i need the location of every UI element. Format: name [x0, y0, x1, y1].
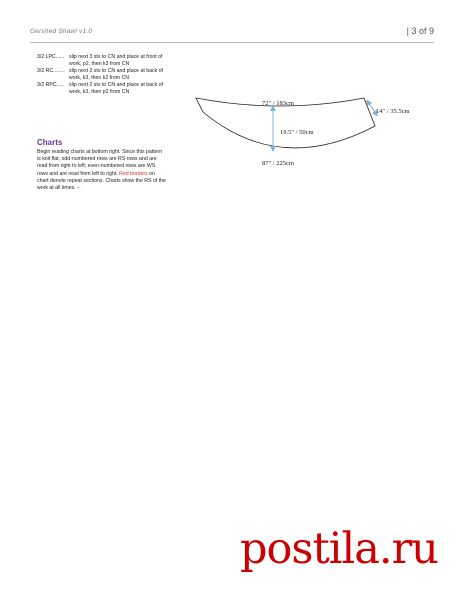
- abbreviation-separator: .....: [56, 82, 64, 89]
- abbreviation-definition: slip next 3 sts to CN and place at front of work, p2, then k3 from CN: [69, 54, 163, 68]
- charts-text-part: on chart denote repeat sections. Charts show the RS of the work at all times.: [37, 170, 166, 192]
- abbreviation-term: 3/2 RC: [37, 68, 54, 75]
- abbreviation-definition: slip next 2 sts to CN and place at back of work, k3, then k2 from CN: [69, 68, 164, 82]
- abbreviation-entry: [37, 82, 165, 96]
- document-title: Gershed Shawl v1.0: [30, 28, 93, 35]
- abbreviation-definition: slip next 2 sts to CN and place at back of work, k3, then p2 from CN: [69, 82, 164, 96]
- header-rule: [30, 42, 434, 43]
- charts-text-part: Begin reading charts at bottom right. Since this pattern is knit flat, odd-numbered rows are RS rows and are read from right to left; even-numbered rows are WS rows and are read from left to right.: [37, 149, 163, 177]
- red-borders-text: Red borders: [119, 170, 148, 177]
- top-width-label: 72" / 183cm: [262, 100, 294, 107]
- section-end-icon: ⇠: [77, 185, 82, 192]
- page-number: | 3 of 9: [406, 26, 434, 36]
- abbreviation-term: 3/2 RPC: [37, 82, 57, 89]
- abbreviation-separator: ......: [55, 54, 65, 60]
- shawl-schematic: [186, 86, 436, 178]
- charts-instructions: [37, 149, 167, 192]
- abbreviation-separator: ........: [53, 68, 65, 75]
- side-width-label: 14" / 35.5cm: [376, 108, 410, 115]
- page-header: [30, 26, 434, 40]
- bottom-width-label: 87" / 225cm: [262, 160, 294, 167]
- abbreviation-entry: [37, 68, 165, 82]
- watermark-logo: postila.ru: [240, 524, 438, 574]
- abbreviation-entry: [37, 54, 165, 68]
- charts-heading: Charts: [37, 138, 63, 147]
- depth-label: 19.5" / 50cm: [280, 129, 314, 136]
- abbreviation-list: [37, 54, 165, 97]
- abbreviation-term: 3/2 LPC: [37, 54, 56, 60]
- schematic-svg: [186, 86, 436, 178]
